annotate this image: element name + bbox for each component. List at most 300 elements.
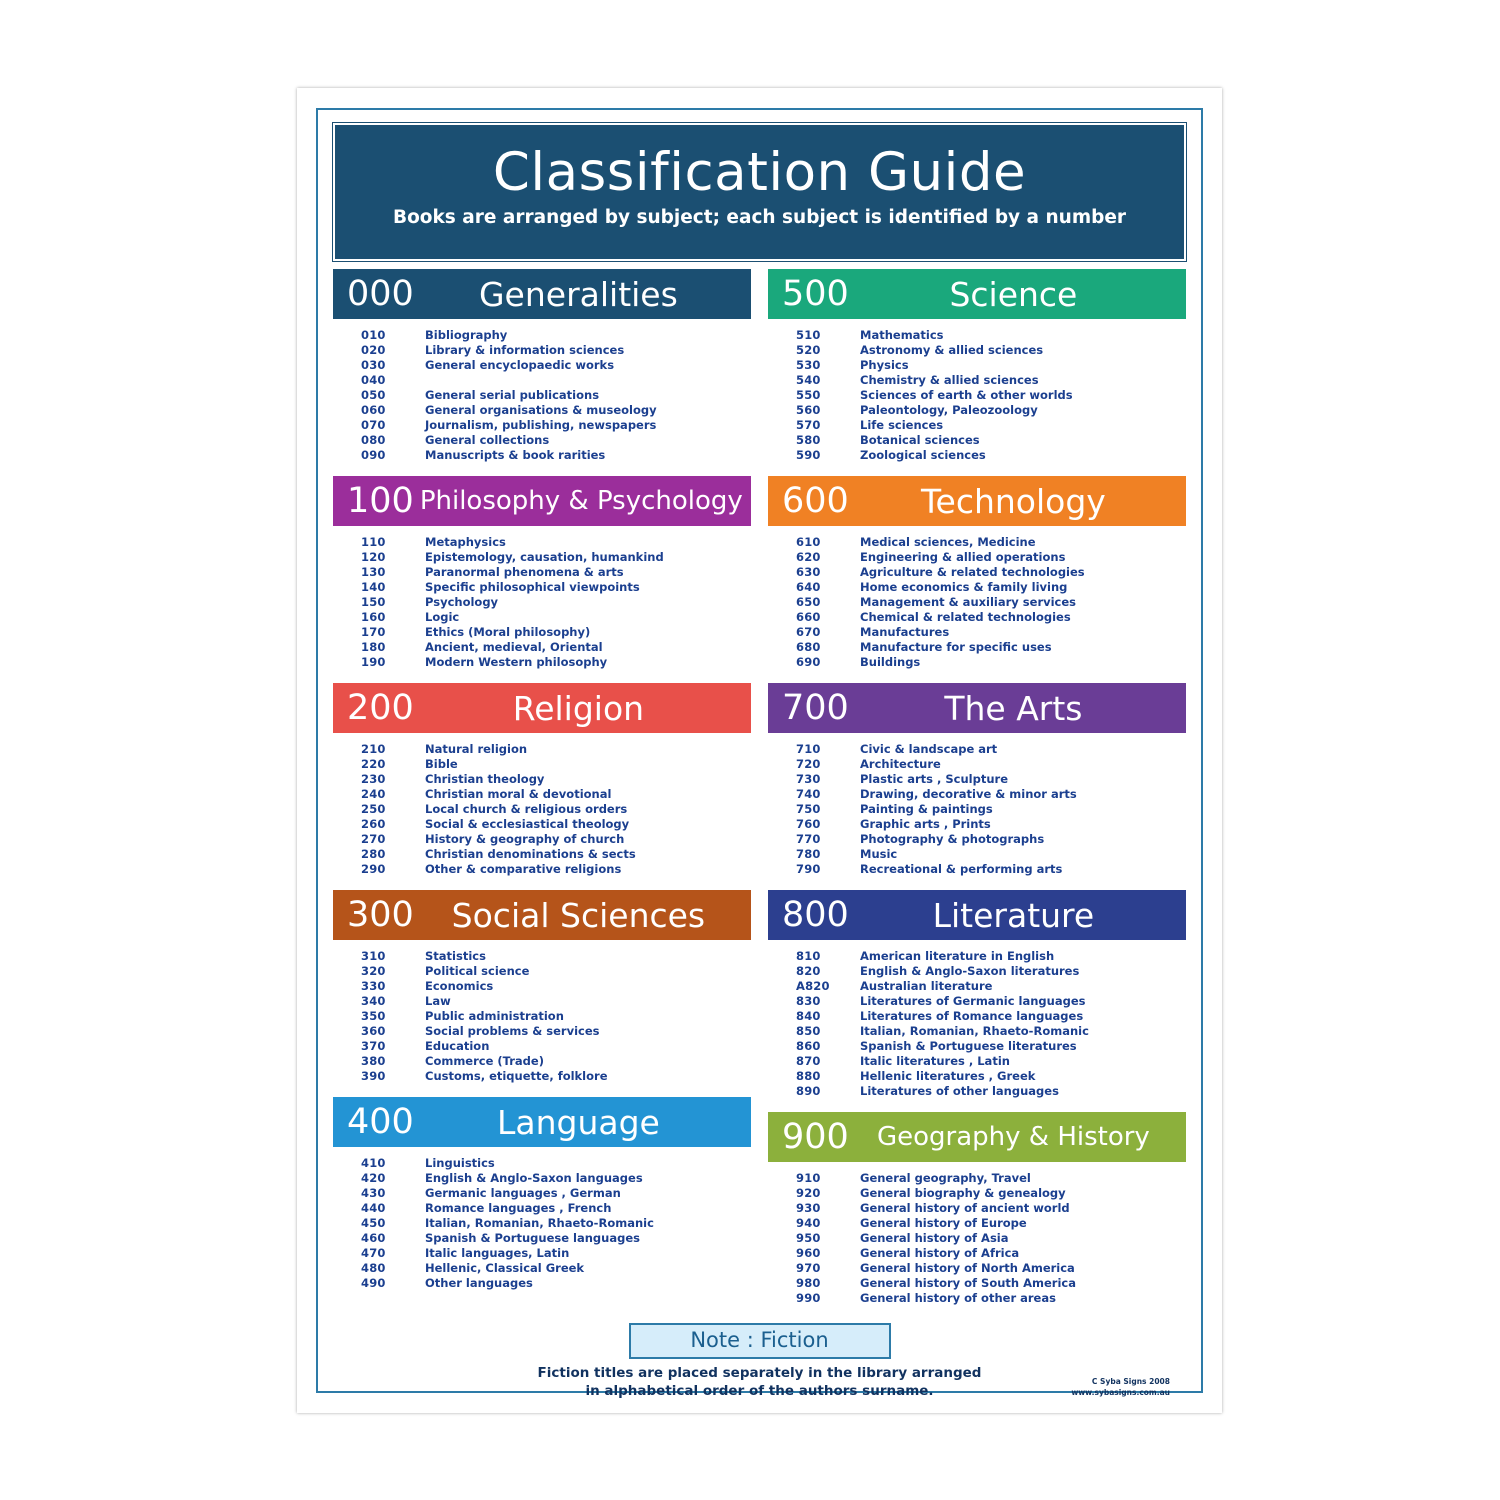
entry-code: 490 <box>361 1276 386 1290</box>
entry-label: Spanish & Portuguese languages <box>425 1231 640 1245</box>
entry-code: 220 <box>361 757 386 771</box>
entry-code: 510 <box>796 328 821 342</box>
section-number: 200 <box>347 687 414 728</box>
entry-label: Bible <box>425 757 458 771</box>
list-item <box>768 328 1186 343</box>
entry-code: 230 <box>361 772 386 786</box>
list-item <box>333 328 751 343</box>
list-item <box>333 1186 751 1201</box>
entry-label: General collections <box>425 433 550 447</box>
section-header-000 <box>333 269 751 319</box>
list-item <box>768 1291 1186 1306</box>
entry-code: 360 <box>361 1024 386 1038</box>
entry-label: Engineering & allied operations <box>860 550 1066 564</box>
list-item <box>333 1276 751 1291</box>
entry-label: Paleontology, Paleozoology <box>860 403 1038 417</box>
entry-code: 270 <box>361 832 386 846</box>
entry-label: Epistemology, causation, humankind <box>425 550 664 564</box>
entry-label: English & Anglo-Saxon languages <box>425 1171 643 1185</box>
entry-code: 770 <box>796 832 821 846</box>
entry-code: 610 <box>796 535 821 549</box>
entry-label: Australian literature <box>860 979 993 993</box>
list-item <box>768 625 1186 640</box>
entry-label: Manuscripts & book rarities <box>425 448 606 462</box>
fiction-note-text <box>333 1359 1186 1400</box>
section-title: Geography & History <box>876 1122 1150 1152</box>
entry-code: 940 <box>796 1216 821 1230</box>
entry-code: 040 <box>361 373 386 387</box>
list-item <box>333 343 751 358</box>
entry-label: Drawing, decorative & minor arts <box>860 787 1077 801</box>
section-number: 400 <box>347 1101 414 1142</box>
section-entries <box>333 526 751 674</box>
section-entries <box>768 733 1186 881</box>
credit-line-2: www.sybasigns.com.au <box>1071 1388 1170 1398</box>
list-item <box>333 1039 751 1054</box>
section-title: Religion <box>512 688 645 728</box>
section-header-300 <box>333 890 751 940</box>
list-item <box>768 535 1186 550</box>
section-800 <box>768 890 1186 1103</box>
entry-label: Spanish & Portuguese literatures <box>860 1039 1077 1053</box>
entry-code: 530 <box>796 358 821 372</box>
entry-label: Sciences of earth & other worlds <box>860 388 1073 402</box>
list-item <box>333 388 751 403</box>
section-title: Generalities <box>478 274 678 314</box>
list-item <box>333 742 751 757</box>
entry-label: Law <box>425 994 451 1008</box>
section-600 <box>768 476 1186 674</box>
list-item <box>333 1201 751 1216</box>
section-100 <box>333 476 751 674</box>
entry-label: Zoological sciences <box>860 448 986 462</box>
list-item <box>768 1186 1186 1201</box>
entry-code: 370 <box>361 1039 386 1053</box>
entry-code: 650 <box>796 595 821 609</box>
entry-label: Bibliography <box>425 328 508 342</box>
entry-label: Ancient, medieval, Oriental <box>425 640 603 654</box>
entry-code: 330 <box>361 979 386 993</box>
entry-code: 110 <box>361 535 386 549</box>
entry-code: 410 <box>361 1156 386 1170</box>
entry-code: 010 <box>361 328 386 342</box>
entry-code: 150 <box>361 595 386 609</box>
list-item <box>768 994 1186 1009</box>
entry-code: 740 <box>796 787 821 801</box>
entry-code: 820 <box>796 964 821 978</box>
entry-code: 560 <box>796 403 821 417</box>
entry-code: 690 <box>796 655 821 669</box>
list-item <box>333 373 751 388</box>
list-item <box>768 1276 1186 1291</box>
section-700 <box>768 683 1186 881</box>
entry-label: Social problems & services <box>425 1024 600 1038</box>
entry-label: Modern Western philosophy <box>425 655 608 669</box>
entry-code: 160 <box>361 610 386 624</box>
entry-label: Music <box>860 847 898 861</box>
entry-label: Political science <box>425 964 530 978</box>
entry-code: 120 <box>361 550 386 564</box>
entry-label: Manufactures <box>860 625 950 639</box>
entry-label: General encyclopaedic works <box>425 358 615 372</box>
section-400 <box>333 1097 751 1295</box>
list-item <box>768 1084 1186 1099</box>
entry-code: 930 <box>796 1201 821 1215</box>
list-item <box>768 343 1186 358</box>
entry-code: 390 <box>361 1069 386 1083</box>
entry-label: English & Anglo-Saxon literatures <box>860 964 1080 978</box>
fiction-note-line-2: in alphabetical order of the authors surname. <box>585 1383 934 1400</box>
entry-code: 170 <box>361 625 386 639</box>
entry-code: 460 <box>361 1231 386 1245</box>
list-item <box>333 1261 751 1276</box>
entry-code: 130 <box>361 565 386 579</box>
entry-code: 250 <box>361 802 386 816</box>
list-item <box>768 757 1186 772</box>
list-item <box>768 1039 1186 1054</box>
entry-code: 640 <box>796 580 821 594</box>
entry-code: 710 <box>796 742 821 756</box>
list-item <box>333 862 751 877</box>
poster-content <box>329 121 1190 1400</box>
section-000 <box>333 269 751 467</box>
entry-code: 190 <box>361 655 386 669</box>
list-item <box>768 1069 1186 1084</box>
entry-label: General history of ancient world <box>860 1201 1070 1215</box>
entry-label: History & geography of church <box>425 832 625 846</box>
entry-label: Public administration <box>425 1009 564 1023</box>
entry-label: Logic <box>425 610 460 624</box>
list-item <box>768 640 1186 655</box>
entry-code: 450 <box>361 1216 386 1230</box>
list-item <box>333 358 751 373</box>
list-item <box>768 802 1186 817</box>
list-item <box>333 1024 751 1039</box>
entry-code: 020 <box>361 343 386 357</box>
entry-label: Italian, Romanian, Rhaeto-Romanic <box>425 1216 654 1230</box>
list-item <box>768 1246 1186 1261</box>
entry-code: 060 <box>361 403 386 417</box>
fiction-note-line-1: Fiction titles are placed separately in the library arranged <box>537 1365 982 1381</box>
list-item <box>333 802 751 817</box>
list-item <box>768 550 1186 565</box>
list-item <box>768 610 1186 625</box>
entry-code: 570 <box>796 418 821 432</box>
entry-label <box>425 373 751 388</box>
entry-label: Physics <box>860 358 909 372</box>
section-header-600 <box>768 476 1186 526</box>
entry-code: 810 <box>796 949 821 963</box>
section-number: 300 <box>347 894 414 935</box>
entry-label: Civic & landscape art <box>860 742 998 756</box>
entry-code: 340 <box>361 994 386 1008</box>
entry-code: 630 <box>796 565 821 579</box>
list-item <box>768 742 1186 757</box>
poster-border <box>316 108 1203 1400</box>
section-number: 800 <box>782 894 849 935</box>
list-item <box>768 862 1186 877</box>
section-entries <box>333 1147 751 1295</box>
list-item <box>333 595 751 610</box>
list-item <box>333 1054 751 1069</box>
entry-code: 540 <box>796 373 821 387</box>
section-300 <box>333 890 751 1088</box>
entry-label: General history of South America <box>860 1276 1076 1290</box>
list-item <box>333 949 751 964</box>
section-entries <box>768 319 1186 467</box>
entry-label: Buildings <box>860 655 921 669</box>
list-item <box>768 787 1186 802</box>
list-item <box>768 655 1186 670</box>
entry-label: General history of Europe <box>860 1216 1027 1230</box>
section-900 <box>768 1112 1186 1310</box>
list-item <box>333 655 751 670</box>
list-item <box>768 1261 1186 1276</box>
fiction-note-box <box>629 1323 891 1359</box>
list-item <box>333 847 751 862</box>
entry-code: 430 <box>361 1186 386 1200</box>
section-entries <box>333 940 751 1088</box>
entry-label: Literatures of Romance languages <box>860 1009 1084 1023</box>
section-entries <box>768 526 1186 674</box>
list-item <box>333 1231 751 1246</box>
entry-label: Psychology <box>425 595 499 609</box>
entry-label: Literatures of other languages <box>860 1084 1059 1098</box>
entry-code: 790 <box>796 862 821 876</box>
entry-code: 720 <box>796 757 821 771</box>
entry-label: Photography & photographs <box>860 832 1045 846</box>
right-column <box>768 269 1186 1319</box>
entry-code: 350 <box>361 1009 386 1023</box>
entry-label: Plastic arts , Sculpture <box>860 772 1009 786</box>
section-header-100 <box>333 476 751 526</box>
section-entries <box>333 733 751 881</box>
entry-label: Botanical sciences <box>860 433 980 447</box>
entry-code: 990 <box>796 1291 821 1305</box>
entry-label: Italic languages, Latin <box>425 1246 570 1260</box>
entry-label: Graphic arts , Prints <box>860 817 991 831</box>
list-item <box>768 418 1186 433</box>
entry-label: General history of North America <box>860 1261 1075 1275</box>
entry-code: 080 <box>361 433 386 447</box>
entry-code: 050 <box>361 388 386 402</box>
list-item <box>333 772 751 787</box>
list-item <box>768 949 1186 964</box>
entry-label: American literature in English <box>860 949 1055 963</box>
entry-code: 320 <box>361 964 386 978</box>
left-column <box>333 269 751 1319</box>
list-item <box>333 1069 751 1084</box>
list-item <box>333 1156 751 1171</box>
entry-code: 520 <box>796 343 821 357</box>
entry-label: General history of Africa <box>860 1246 1020 1260</box>
entry-label: General biography & genealogy <box>860 1186 1066 1200</box>
entry-label: Agriculture & related technologies <box>860 565 1085 579</box>
list-item <box>333 610 751 625</box>
section-500 <box>768 269 1186 467</box>
section-title: Language <box>496 1102 660 1142</box>
entry-label: General history of other areas <box>860 1291 1056 1305</box>
entry-label: Astronomy & allied sciences <box>860 343 1044 357</box>
entry-label: Metaphysics <box>425 535 506 549</box>
entry-code: 440 <box>361 1201 386 1215</box>
list-item <box>768 1171 1186 1186</box>
list-item <box>333 625 751 640</box>
entry-code: 280 <box>361 847 386 861</box>
list-item <box>333 817 751 832</box>
entry-label: Italic literatures , Latin <box>860 1054 1010 1068</box>
list-item <box>333 448 751 463</box>
list-item <box>333 535 751 550</box>
list-item <box>768 565 1186 580</box>
entry-code: A820 <box>796 979 830 993</box>
entry-label: Local church & religious orders <box>425 802 628 816</box>
section-entries <box>768 940 1186 1103</box>
section-title: Literature <box>932 895 1095 935</box>
list-item <box>768 580 1186 595</box>
entry-code: 980 <box>796 1276 821 1290</box>
entry-code: 550 <box>796 388 821 402</box>
entry-label: Specific philosophical viewpoints <box>425 580 640 594</box>
list-item <box>333 565 751 580</box>
entry-code: 180 <box>361 640 386 654</box>
list-item <box>333 1216 751 1231</box>
entry-label: Chemistry & allied sciences <box>860 373 1039 387</box>
entry-label: Recreational & performing arts <box>860 862 1063 876</box>
section-title: Technology <box>920 481 1106 521</box>
entry-code: 090 <box>361 448 386 462</box>
entry-label: Education <box>425 1039 490 1053</box>
entry-label: General organisations & museology <box>425 403 657 417</box>
list-item <box>333 964 751 979</box>
section-number: 100 <box>347 480 414 521</box>
entry-label: Literatures of Germanic languages <box>860 994 1086 1008</box>
list-item <box>333 979 751 994</box>
section-200 <box>333 683 751 881</box>
section-entries <box>768 1162 1186 1310</box>
entry-code: 920 <box>796 1186 821 1200</box>
credit <box>1071 1376 1170 1399</box>
entry-label: Home economics & family living <box>860 580 1068 594</box>
entry-code: 840 <box>796 1009 821 1023</box>
entry-code: 620 <box>796 550 821 564</box>
list-item <box>333 580 751 595</box>
section-header-400 <box>333 1097 751 1147</box>
entry-label: Christian denominations & sects <box>425 847 636 861</box>
entry-label: General history of Asia <box>860 1231 1009 1245</box>
entry-code: 960 <box>796 1246 821 1260</box>
entry-code: 850 <box>796 1024 821 1038</box>
entry-code: 470 <box>361 1246 386 1260</box>
entry-label: Paranormal phenomena & arts <box>425 565 624 579</box>
entry-label: Mathematics <box>860 328 944 342</box>
entry-code: 780 <box>796 847 821 861</box>
list-item <box>768 817 1186 832</box>
entry-code: 660 <box>796 610 821 624</box>
entry-label: Economics <box>425 979 494 993</box>
section-header-800 <box>768 890 1186 940</box>
entry-label: General serial publications <box>425 388 600 402</box>
list-item <box>768 1054 1186 1069</box>
list-item <box>333 757 751 772</box>
entry-code: 970 <box>796 1261 821 1275</box>
section-header-700 <box>768 683 1186 733</box>
list-item <box>333 1171 751 1186</box>
list-item <box>768 964 1186 979</box>
list-item <box>768 403 1186 418</box>
entry-label: Library & information sciences <box>425 343 625 357</box>
section-number: 600 <box>782 480 849 521</box>
entry-code: 950 <box>796 1231 821 1245</box>
list-item <box>768 1201 1186 1216</box>
entry-label: Hellenic literatures , Greek <box>860 1069 1036 1083</box>
list-item <box>768 979 1186 994</box>
entry-code: 290 <box>361 862 386 876</box>
entry-code: 310 <box>361 949 386 963</box>
section-header-200 <box>333 683 751 733</box>
section-number: 900 <box>782 1116 849 1157</box>
entry-code: 760 <box>796 817 821 831</box>
entry-code: 140 <box>361 580 386 594</box>
entry-code: 240 <box>361 787 386 801</box>
section-header-900 <box>768 1112 1186 1162</box>
entry-code: 860 <box>796 1039 821 1053</box>
entry-label: Life sciences <box>860 418 944 432</box>
section-header-500 <box>768 269 1186 319</box>
list-item <box>768 388 1186 403</box>
entry-label: Linguistics <box>425 1156 495 1170</box>
section-number: 500 <box>782 273 849 314</box>
list-item <box>768 772 1186 787</box>
entry-code: 380 <box>361 1054 386 1068</box>
entry-label: Germanic languages , German <box>425 1186 621 1200</box>
entry-label: Social & ecclesiastical theology <box>425 817 630 831</box>
entry-code: 260 <box>361 817 386 831</box>
entry-code: 420 <box>361 1171 386 1185</box>
list-item <box>333 1246 751 1261</box>
entry-code: 590 <box>796 448 821 462</box>
list-item <box>768 373 1186 388</box>
page-title: Classification Guide <box>492 142 1027 203</box>
poster <box>297 88 1222 1413</box>
sections-columns <box>329 269 1190 1319</box>
entry-code: 880 <box>796 1069 821 1083</box>
entry-label: Chemical & related technologies <box>860 610 1071 624</box>
list-item <box>768 1231 1186 1246</box>
list-item <box>768 1216 1186 1231</box>
fiction-note-title: Note : Fiction <box>690 1328 829 1352</box>
entry-label: Other & comparative religions <box>425 862 622 876</box>
list-item <box>768 595 1186 610</box>
entry-code: 910 <box>796 1171 821 1185</box>
entry-label: Christian theology <box>425 772 545 786</box>
title-banner <box>333 123 1186 261</box>
entry-label: Italian, Romanian, Rhaeto-Romanic <box>860 1024 1089 1038</box>
entry-label: Painting & paintings <box>860 802 993 816</box>
entry-label: Hellenic, Classical Greek <box>425 1261 585 1275</box>
entry-label: Ethics (Moral philosophy) <box>425 625 591 639</box>
entry-code: 750 <box>796 802 821 816</box>
entry-label: Christian moral & devotional <box>425 787 612 801</box>
list-item <box>333 1009 751 1024</box>
list-item <box>333 787 751 802</box>
entry-label: Statistics <box>425 949 486 963</box>
entry-label: Customs, etiquette, folklore <box>425 1069 608 1083</box>
list-item <box>768 847 1186 862</box>
entry-label: Other languages <box>425 1276 533 1290</box>
section-title: Social Sciences <box>451 895 706 935</box>
entry-code: 480 <box>361 1261 386 1275</box>
